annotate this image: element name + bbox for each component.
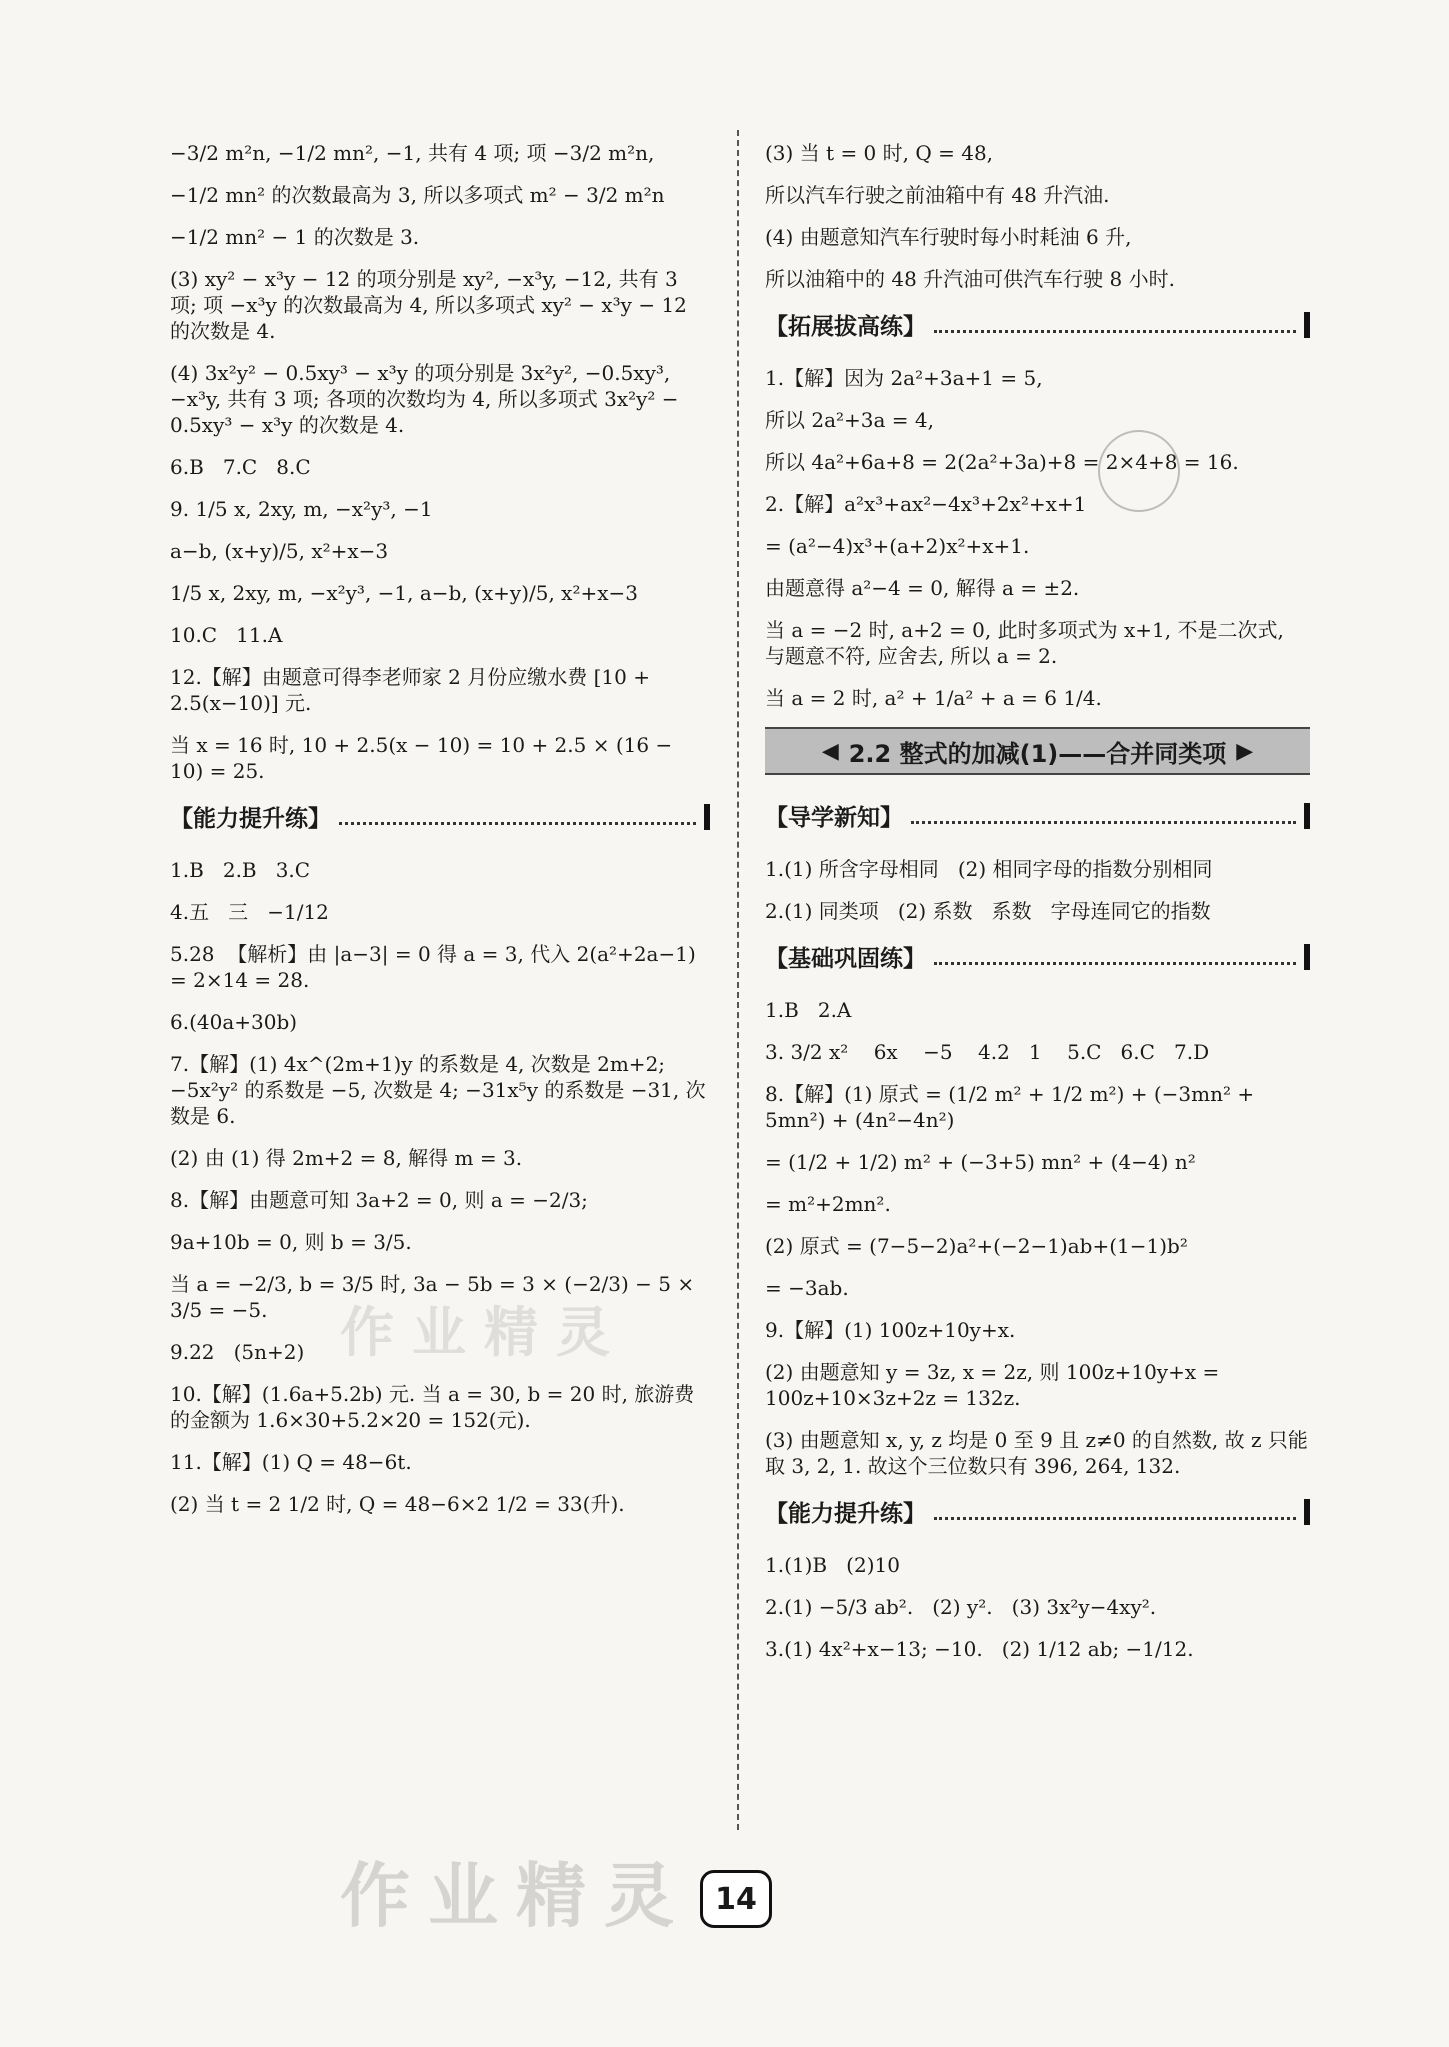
dotted-leader (934, 1503, 1296, 1520)
answer-line: (4) 3x²y² − 0.5xy³ − x³y 的项分别是 3x²y², −0.5xy³, −x³y, 共有 3 项; 各项的次数均为 4, 所以多项式 3x²y² − 0.5xy³ − x³y 的次数是 4. (170, 361, 685, 437)
answer-line: 当 x = 16 时, 10 + 2.5(x − 10) = 10 + 2.5 × (16 − 10) = 25. (170, 733, 679, 783)
dotted-leader (339, 808, 696, 825)
answer-line: 1/5 x, 2xy, m, −x²y³, −1, a−b, (x+y)/5, x²+x−3 (170, 581, 638, 605)
chapter-banner (765, 727, 1310, 775)
answer-line: 1.B 2.A (765, 998, 852, 1022)
answer-line: 1.B 2.B 3.C (170, 858, 311, 882)
answer-line: 11.【解】(1) Q = 48−6t. (170, 1450, 412, 1474)
section-heading-text: 【能力提升练】 (170, 806, 331, 832)
answer-line: (4) 由题意知汽车行驶时每小时耗油 6 升, (765, 225, 1132, 249)
section-heading (765, 940, 1310, 973)
answer-line: 6.(40a+30b) (170, 1010, 298, 1034)
watermark-bottom: 作业精灵 (340, 1855, 692, 1937)
answer-line: 由题意得 a²−4 = 0, 解得 a = ±2. (765, 576, 1080, 600)
answer-line: −1/2 mn² 的次数最高为 3, 所以多项式 m² − 3/2 m²n (170, 183, 665, 207)
answer-line: (3) 由题意知 x, y, z 均是 0 至 9 且 z≠0 的自然数, 故 z 只能取 3, 2, 1. 故这个三位数只有 396, 264, 132. (765, 1428, 1308, 1478)
watermark-mid: 作业精灵 (340, 1301, 628, 1364)
triangle-right-icon: ▶ (1236, 738, 1254, 764)
answer-line: = m²+2mn². (765, 1192, 891, 1216)
answer-line: 2.【解】a²x³+ax²−4x³+2x²+x+1 (765, 492, 1087, 516)
section-heading (765, 308, 1310, 341)
answer-line: −1/2 mn² − 1 的次数是 3. (170, 225, 420, 249)
answer-line: 所以 4a²+6a+8 = 2(2a²+3a)+8 = 2×4+8 = 16. (765, 450, 1239, 474)
answer-line: 9.【解】(1) 100z+10y+x. (765, 1318, 1016, 1342)
answer-line: = (1/2 + 1/2) m² + (−3+5) mn² + (4−4) n² (765, 1150, 1196, 1174)
dotted-leader (934, 316, 1296, 333)
answer-line: (2) 由题意知 y = 3z, x = 2z, 则 100z+10y+x = 100z+10×3z+2z = 132z. (765, 1360, 1226, 1410)
answer-line: (3) xy² − x³y − 12 的项分别是 xy², −x³y, −12, 共有 3 项; 项 −x³y 的次数最高为 4, 所以多项式 xy² − x³y − 12 的次数是 4. (170, 267, 694, 343)
section-heading-text: 【基础巩固练】 (765, 946, 926, 972)
triangle-left-icon: ◀ (821, 738, 839, 764)
left-column (170, 140, 710, 1533)
answer-line: 所以汽车行驶之前油箱中有 48 升汽油. (765, 183, 1110, 207)
page-number: 14 (700, 1870, 772, 1928)
section-heading-text: 【导学新知】 (765, 805, 903, 831)
dotted-leader (934, 948, 1296, 965)
right-column (765, 140, 1310, 1678)
answer-line: 9a+10b = 0, 则 b = 3/5. (170, 1230, 412, 1254)
section-heading (170, 800, 710, 833)
answer-line: 当 a = −2/3, b = 3/5 时, 3a − 5b = 3 × (−2/3) − 5 × 3/5 = −5. (170, 1272, 701, 1322)
answer-line: −3/2 m²n, −1/2 mn², −1, 共有 4 项; 项 −3/2 m²n, (170, 141, 655, 165)
answer-line: (2) 原式 = (7−5−2)a²+(−2−1)ab+(1−1)b² (765, 1234, 1188, 1258)
answer-line: 5.28 【解析】由 |a−3| = 0 得 a = 3, 代入 2(a²+2a−1) = 2×14 = 28. (170, 942, 703, 992)
answer-line: 3. 3/2 x² 6x −5 4.2 1 5.C 6.C 7.D (765, 1040, 1210, 1064)
answer-line: 7.【解】(1) 4x^(2m+1)y 的系数是 4, 次数是 2m+2; −5x²y² 的系数是 −5, 次数是 4; −31x⁵y 的系数是 −31, 次数是 6. (170, 1052, 706, 1128)
answer-line: 当 a = 2 时, a² + 1/a² + a = 6 1/4. (765, 686, 1102, 710)
heading-end-bar (1304, 312, 1310, 338)
answer-line: 8.【解】由题意可知 3a+2 = 0, 则 a = −2/3; (170, 1188, 588, 1212)
answer-line: (2) 当 t = 2 1/2 时, Q = 48−6×2 1/2 = 33(升). (170, 1492, 625, 1516)
dotted-leader (911, 807, 1296, 824)
answer-line: 2.(1) 同类项 (2) 系数 系数 字母连同它的指数 (765, 899, 1211, 923)
answer-line: (2) 由 (1) 得 2m+2 = 8, 解得 m = 3. (170, 1146, 523, 1170)
column-divider (737, 130, 739, 1830)
answer-line: 1.【解】因为 2a²+3a+1 = 5, (765, 366, 1043, 390)
answer-line: 1.(1) 所含字母相同 (2) 相同字母的指数分别相同 (765, 857, 1213, 881)
answer-line: 6.B 7.C 8.C (170, 455, 311, 479)
answer-line: 当 a = −2 时, a+2 = 0, 此时多项式为 x+1, 不是二次式, 与题意不符, 应舍去, 所以 a = 2. (765, 618, 1291, 668)
answer-line: 9. 1/5 x, 2xy, m, −x²y³, −1 (170, 497, 433, 521)
section-heading-text: 【拓展拔高练】 (765, 314, 926, 340)
answer-line: = (a²−4)x³+(a+2)x²+x+1. (765, 534, 1030, 558)
answer-line: 3.(1) 4x²+x−13; −10. (2) 1/12 ab; −1/12. (765, 1637, 1194, 1661)
answer-line: 1.(1)B (2)10 (765, 1553, 900, 1577)
answer-line: 所以油箱中的 48 升汽油可供汽车行驶 8 小时. (765, 267, 1175, 291)
stamp-icon (1098, 430, 1180, 512)
answer-line: a−b, (x+y)/5, x²+x−3 (170, 539, 389, 563)
answer-line: 9.22 (5n+2) (170, 1340, 305, 1364)
answer-line: 所以 2a²+3a = 4, (765, 408, 934, 432)
heading-end-bar (1304, 803, 1310, 829)
heading-end-bar (1304, 944, 1310, 970)
answer-line: 2.(1) −5/3 ab². (2) y². (3) 3x²y−4xy². (765, 1595, 1157, 1619)
answer-line: 10.C 11.A (170, 623, 283, 647)
heading-end-bar (704, 804, 710, 830)
section-heading (765, 799, 1310, 832)
answer-line: (3) 当 t = 0 时, Q = 48, (765, 141, 994, 165)
chapter-title: 2.2 整式的加减(1)——合并同类项 (848, 739, 1227, 768)
section-heading-text: 【能力提升练】 (765, 1501, 926, 1527)
section-heading (765, 1495, 1310, 1528)
heading-end-bar (1304, 1499, 1310, 1525)
answer-line: 8.【解】(1) 原式 = (1/2 m² + 1/2 m²) + (−3mn² + 5mn²) + (4n²−4n²) (765, 1082, 1261, 1132)
answer-line: 12.【解】由题意可得李老师家 2 月份应缴水费 [10 + 2.5(x−10)] 元. (170, 665, 657, 715)
answer-line: = −3ab. (765, 1276, 849, 1300)
answer-line: 4.五 三 −1/12 (170, 900, 329, 924)
answer-line: 10.【解】(1.6a+5.2b) 元. 当 a = 30, b = 20 时, 旅游费的金额为 1.6×30+5.2×20 = 152(元). (170, 1382, 695, 1432)
